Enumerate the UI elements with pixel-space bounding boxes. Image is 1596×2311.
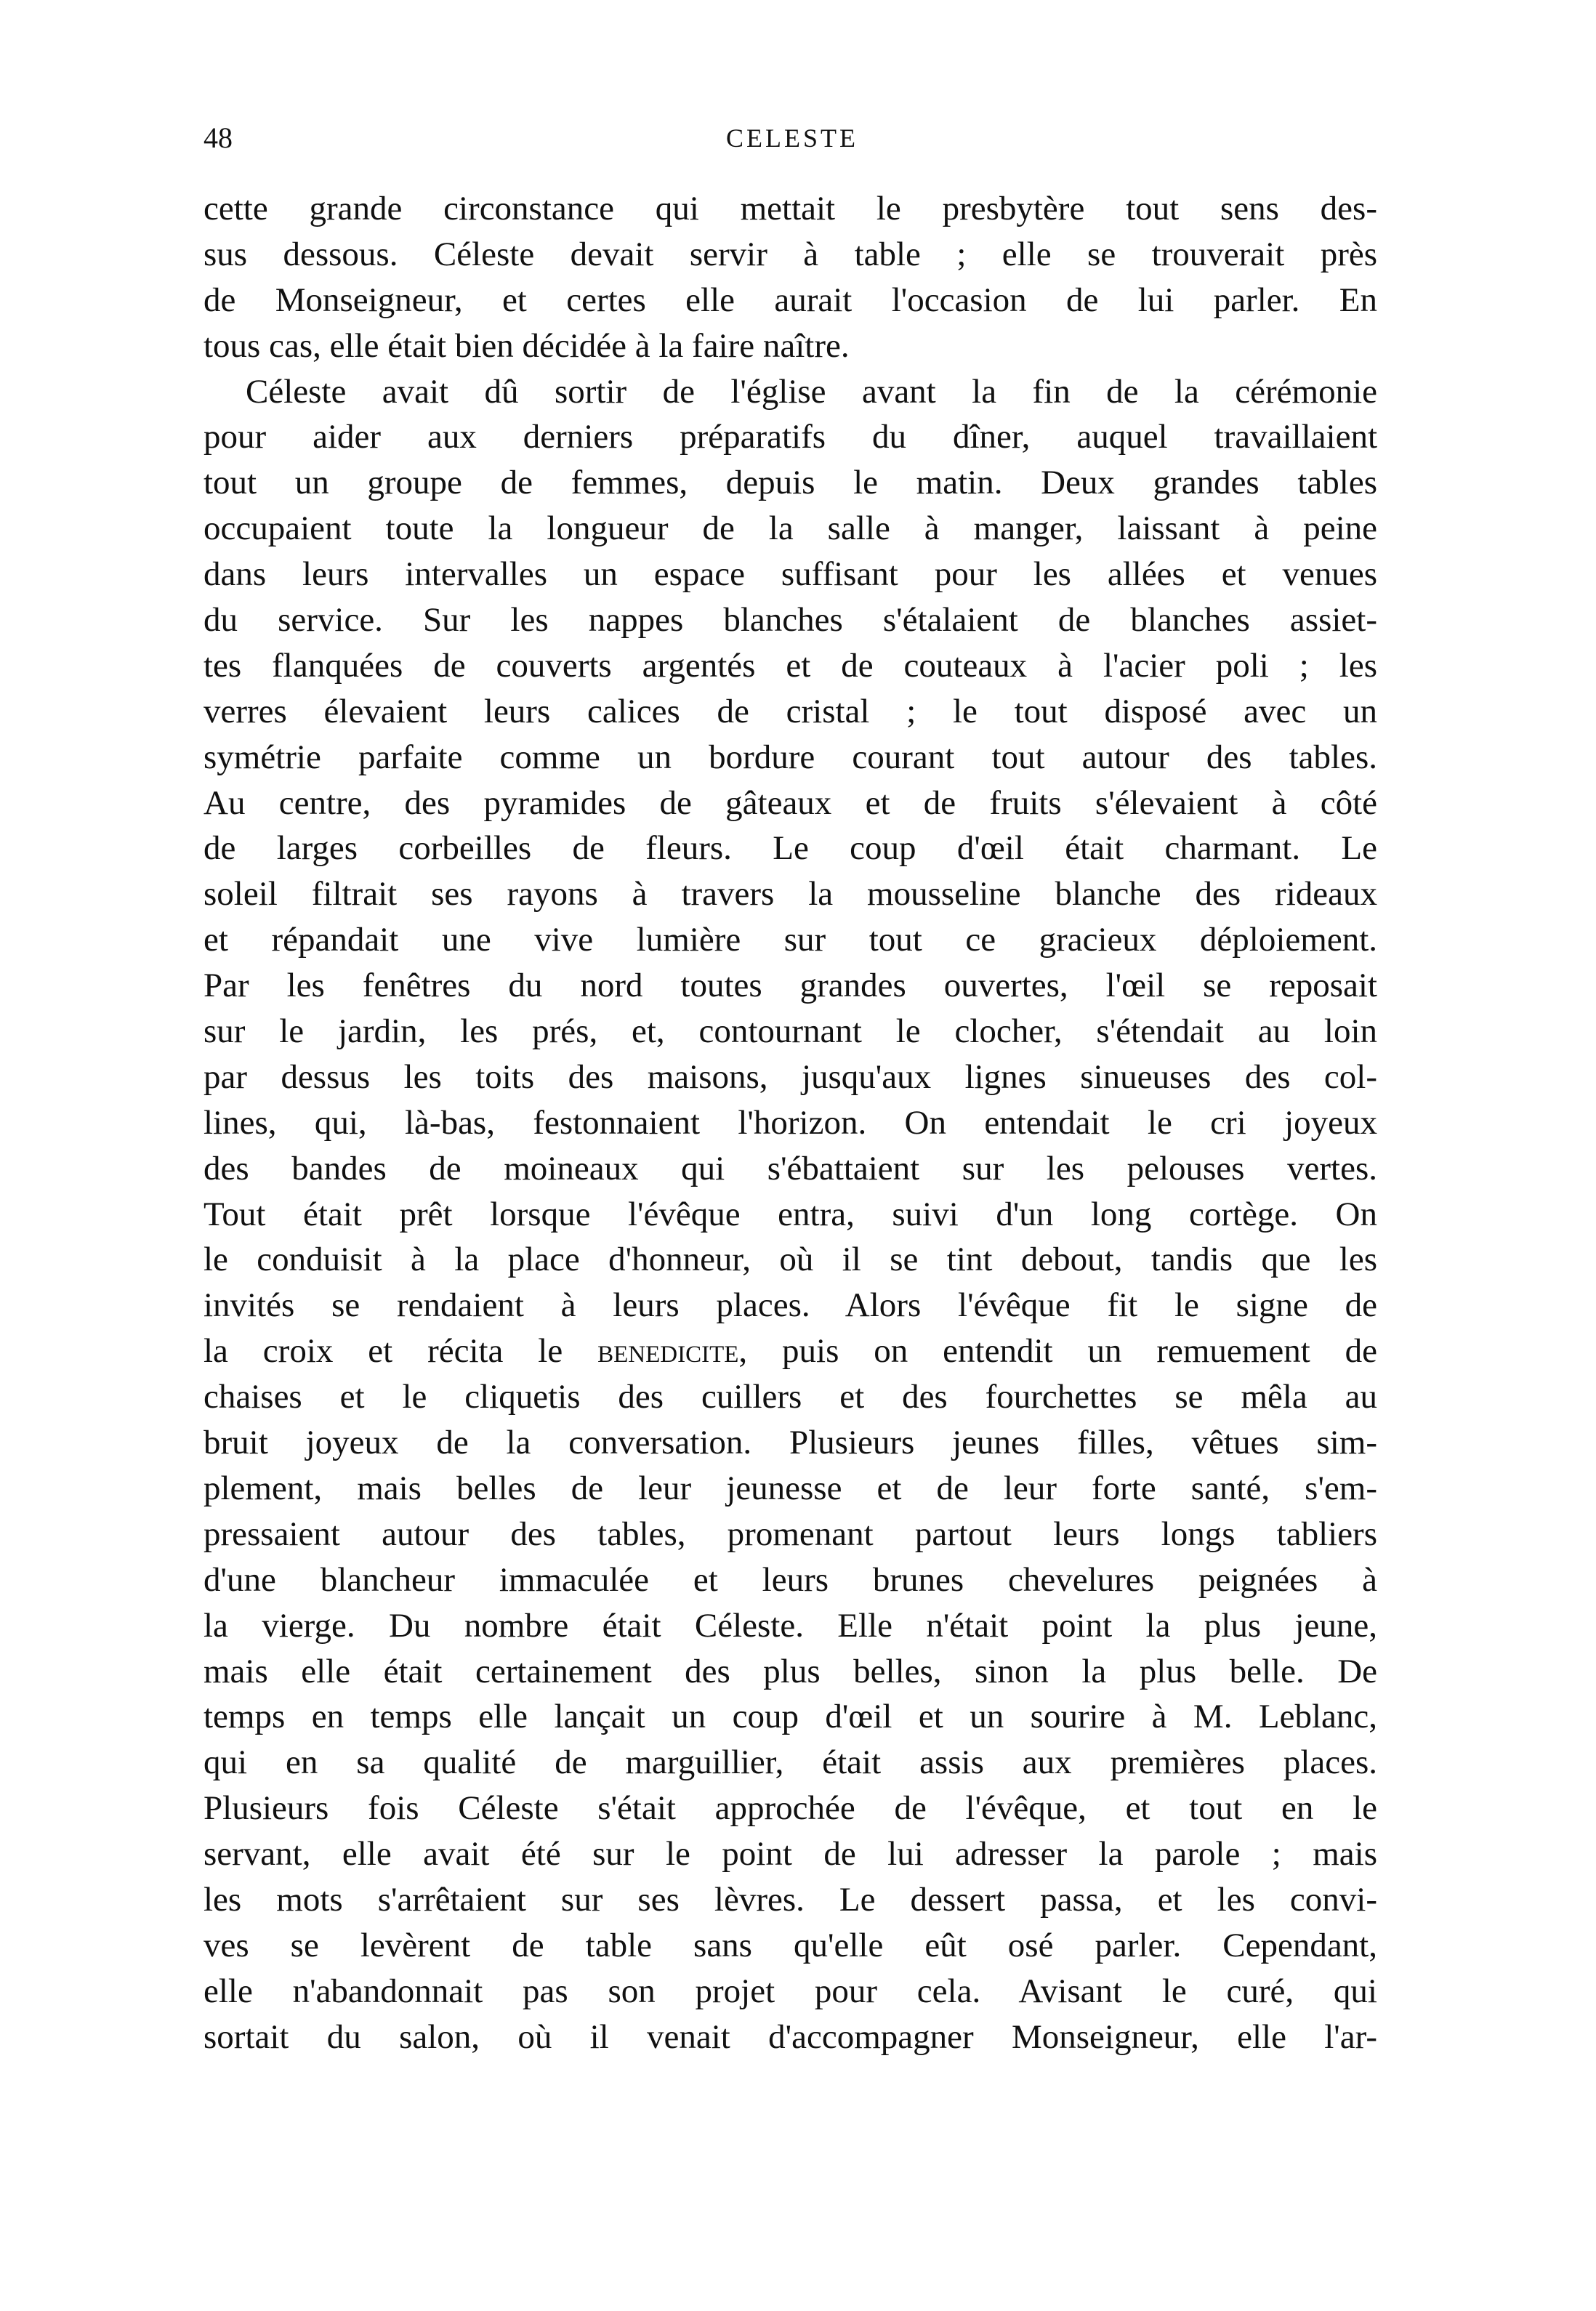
text-line: de larges corbeilles de fleurs. Le coup d'œil était charmant. Le <box>203 829 1377 868</box>
text-line: les mots s'arrêtaient sur ses lèvres. Le dessert passa, et les convi- <box>203 1880 1377 1919</box>
text-line: mais elle était certainement des plus belles, sinon la plus belle. De <box>203 1652 1377 1690</box>
text-line: pressaient autour des tables, promenant partout leurs longs tabliers <box>203 1515 1377 1553</box>
text-segment: , puis on entendit un remuement de <box>738 1332 1377 1371</box>
text-line: occupaient toute la longueur de la salle à manger, laissant à peine <box>203 509 1377 548</box>
text-line: tous cas, elle était bien décidée à la faire naître. <box>203 326 850 365</box>
text-line: plement, mais belles de leur jeunesse et de leur forte santé, s'em- <box>203 1469 1377 1507</box>
text-line: dans leurs intervalles un espace suffisant pour les allées et venues <box>203 555 1377 594</box>
text-segment: la croix et récita le <box>203 1332 563 1371</box>
text-line: et répandait une vive lumière sur tout ce gracieux déploiement. <box>203 921 1377 959</box>
text-line: invités se rendaient à leurs places. Alors l'évêque fit le signe de <box>203 1286 1377 1325</box>
running-head <box>203 116 1381 160</box>
text-line: sur le jardin, les prés, et, contournant le clocher, s'étendait au loin <box>203 1012 1377 1051</box>
text-line: la vierge. Du nombre était Céleste. Elle n'était point la plus jeune, <box>203 1606 1377 1645</box>
text-line: lines, qui, là-bas, festonnaient l'horizon. On entendait le cri joyeux <box>203 1103 1377 1142</box>
text-line: verres élevaient leurs calices de cristal ; le tout disposé avec un <box>203 692 1377 730</box>
text-line: chaises et le cliquetis des cuillers et des fourchettes se mêla au <box>203 1378 1377 1416</box>
text-line: qui en sa qualité de marguillier, était assis aux premières places. <box>203 1743 1377 1782</box>
text-line: de Monseigneur, et certes elle aurait l'occasion de lui parler. En <box>203 281 1377 319</box>
text-line: le conduisit à la place d'honneur, où il se tint debout, tandis que les <box>203 1241 1377 1279</box>
text-line: bruit joyeux de la conversation. Plusieurs jeunes filles, vêtues sim- <box>203 1424 1377 1462</box>
paragraph-first-line: Céleste avait dû sortir de l'église avant la fin de la cérémonie <box>246 372 1377 411</box>
text-line: Par les fenêtres du nord toutes grandes ouvertes, l'œil se reposait <box>203 967 1377 1005</box>
text-line: sus dessous. Céleste devait servir à table ; elle se trouverait près <box>203 235 1377 273</box>
text-line: des bandes de moineaux qui s'ébattaient sur les pelouses vertes. <box>203 1149 1377 1187</box>
text-line: tes flanquées de couverts argentés et de couteaux à l'acier poli ; les <box>203 646 1377 685</box>
page-number: 48 <box>203 121 233 154</box>
text-line: du service. Sur les nappes blanches s'étalaient de blanches assiet- <box>203 601 1377 640</box>
text-line: elle n'abandonnait pas son projet pour cela. Avisant le curé, qui <box>203 1972 1377 2010</box>
benedicite-small-caps: benedicite <box>597 1332 739 1371</box>
text-line: servant, elle avait été sur le point de lui adresser la parole ; mais <box>203 1835 1377 1874</box>
text-line: temps en temps elle lançait un coup d'œil et un sourire à M. Leblanc, <box>203 1698 1377 1736</box>
text-line: Plusieurs fois Céleste s'était approchée de l'évêque, et tout en le <box>203 1789 1377 1828</box>
text-line: tout un groupe de femmes, depuis le matin. Deux grandes tables <box>203 464 1377 502</box>
text-line: par dessus les toits des maisons, jusqu'aux lignes sinueuses des col- <box>203 1057 1377 1096</box>
text-line: d'une blancheur immaculée et leurs brunes chevelures peignées à <box>203 1560 1377 1599</box>
text-line: soleil filtrait ses rayons à travers la mousseline blanche des rideaux <box>203 875 1377 913</box>
text-line: Au centre, des pyramides de gâteaux et de fruits s'élevaient à côté <box>203 783 1377 822</box>
body-text <box>203 186 1377 2060</box>
text-line: symétrie parfaite comme un bordure courant tout autour des tables. <box>203 738 1377 776</box>
text-line-benedicite <box>203 1328 1377 1374</box>
text-line: pour aider aux derniers préparatifs du dîner, auquel travaillaient <box>203 418 1377 456</box>
running-title: CELESTE <box>726 124 858 153</box>
text-line: cette grande circonstance qui mettait le presbytère tout sens des- <box>203 190 1377 227</box>
text-line: Tout était prêt lorsque l'évêque entra, suivi d'un long cortège. On <box>203 1195 1377 1233</box>
text-line: ves se levèrent de table sans qu'elle eût osé parler. Cependant, <box>203 1926 1377 1964</box>
text-line: sortait du salon, où il venait d'accompagner Monseigneur, elle l'ar- <box>203 2017 1377 2056</box>
